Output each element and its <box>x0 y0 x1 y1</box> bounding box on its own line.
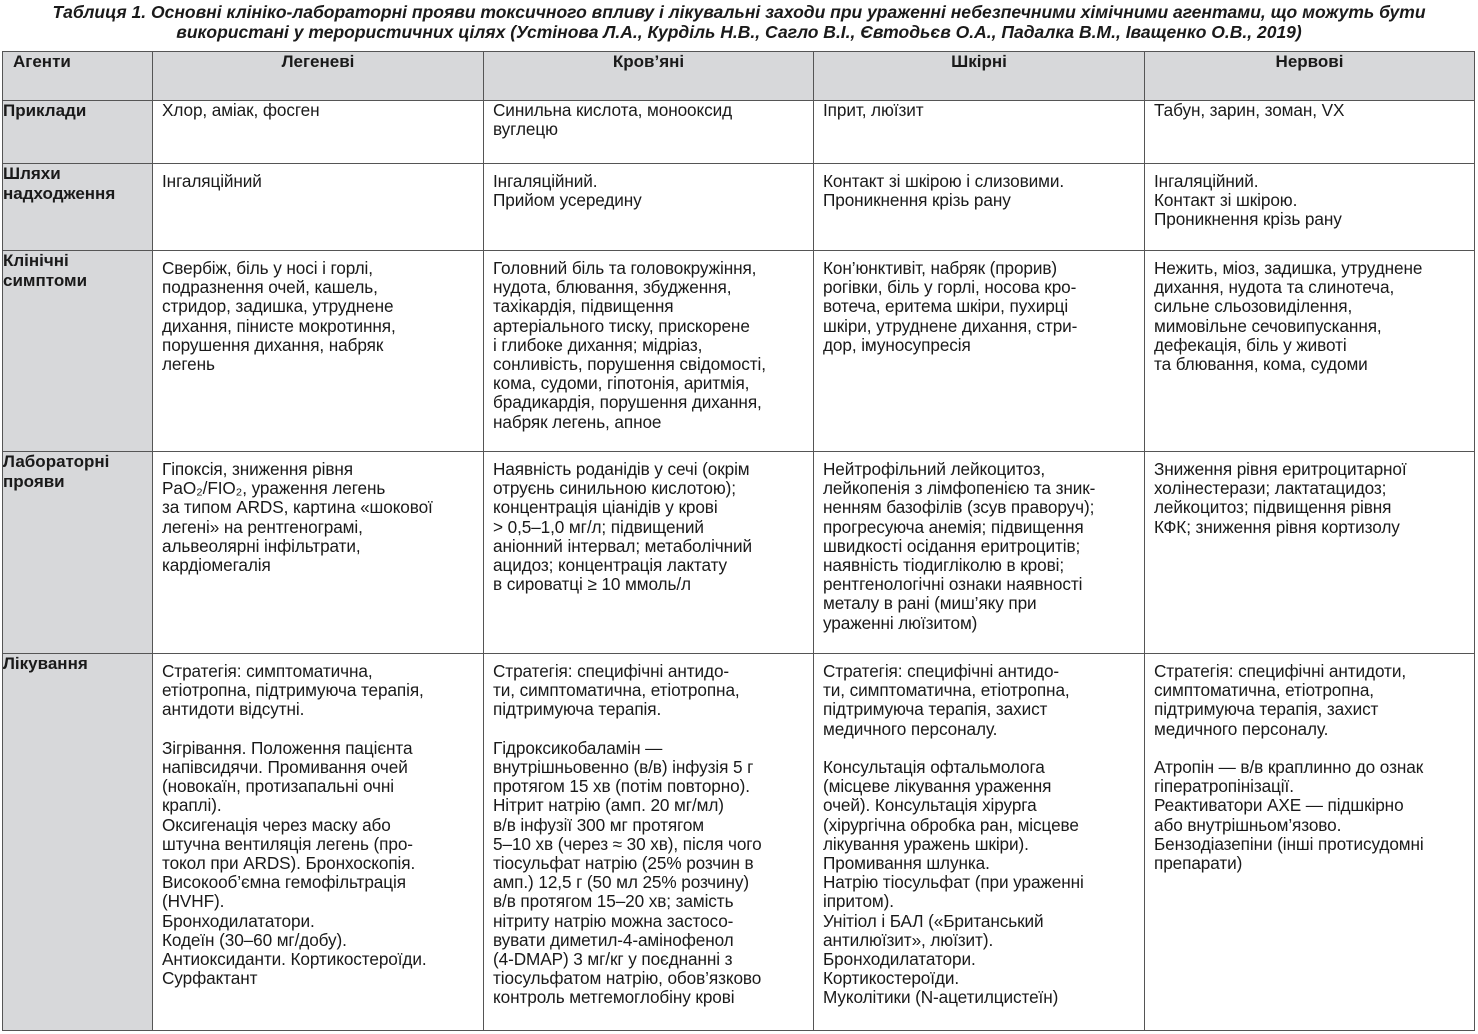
header-skin: Шкірні <box>814 52 1145 101</box>
table-cell: Стратегія: специфічні антидо- ти, симптоматична, етіотропна, підтримуюча терапія. Гідроксикобаламін — внутрішньовенно (в/в) інфузія 5 г протягом 15 хв (потім повторно). Нітрит натрію (амп. 20 мг/мл) в/в інфузії 300 мг протягом 5–10 хв (через ≈ 30 хв), після чого тіосульфат натрію (25% розчин в амп.) 12,5 г (50 мл 25% розчину) в/в протягом 15–20 хв; замість нітриту натрію можна застосо- вувати диметил-4-амінофенол (4-DMAP) 3 мг/кг у поєднанні з тіосульфатом натрію, обов’язково контроль метгемоглобіну крові <box>484 654 814 1031</box>
table-cell: Нейтрофільний лейкоцитоз, лейкопенія з лімфопенією та зник- ненням базофілів (зсув праворуч); прогресуюча анемія; підвищення швидкості осідання еритроцитів; наявність тіодигліколю в крові; рентгенологічні ознаки наявності металу в рані (миш’яку при ураженні люїзитом) <box>814 452 1145 654</box>
table-cell: Іприт, люїзит <box>814 101 1145 164</box>
table-cell: Кон’юнктивіт, набряк (прорив) рогівки, біль у горлі, носова кро- вотеча, еритема шкіри, пухирці шкіри, утруднене дихання, стри- дор, імуносупресія <box>814 251 1145 452</box>
table-cell: Інгаляційний <box>153 164 484 251</box>
table-cell: Табун, зарин, зоман, VX <box>1145 101 1475 164</box>
table-cell: Зниження рівня еритроцитарної холінестерази; лактатацидоз; лейкоцитоз; підвищення рівня КФК; зниження рівня кортизолу <box>1145 452 1475 654</box>
header-blood: Кров’яні <box>484 52 814 101</box>
header-agents: Агенти <box>3 52 153 101</box>
table-cell: Головний біль та головокружіння, нудота, блювання, збудження, тахікардія, підвищення артеріального тиску, прискорене і глибоке дихання; мідріаз, сонливість, порушення свідомості, кома, судоми, гіпотонія, аритмія, брадикардія, порушення дихання, набряк легень, апное <box>484 251 814 452</box>
table-row-examples <box>3 101 1475 164</box>
caption-line-2: використані у терористичних цілях (Устінова Л.А., Курділь Н.В., Сагло В.І., Євтодьєв О.А., Падалка В.М., Іващенко О.В., 2019) <box>176 22 1302 42</box>
table-cell: Стратегія: специфічні антидоти, симптоматична, етіотропна, підтримуюча терапія, захист медичного персоналу. Атропін — в/в краплинно до ознак гіператропінізації. Реактиватори АХЕ — підшкірно або внутрішньом’язово. Бензодіазепіни (інші протисудомні препарати) <box>1145 654 1475 1031</box>
row-label: Приклади <box>3 101 153 164</box>
row-label: Шляхи надходження <box>3 164 153 251</box>
table-row-symptoms <box>3 251 1475 452</box>
table-cell: Стратегія: специфічні антидо- ти, симптоматична, етіотропна, підтримуюча терапія, захист медичного персоналу. Консультація офтальмолога (місцеве лікування ураження очей). Консультація хірурга (хірургічна обробка ран, місцеве лікування уражень шкіри). Промивання шлунка. Натрію тіосульфат (при ураженні іпритом). Унітіол і БАЛ («Британський антилюїзит», люїзит). Бронходилататори. Кортикостероїди. Муколітики (N-ацетилцистеїн) <box>814 654 1145 1031</box>
header-pulmonary: Легеневі <box>153 52 484 101</box>
header-row <box>3 52 1475 101</box>
table-cell: Інгаляційний. Прийом усередину <box>484 164 814 251</box>
table-row-lab <box>3 452 1475 654</box>
table-caption <box>0 2 1478 42</box>
table-cell: Контакт зі шкірою і слизовими. Проникнення крізь рану <box>814 164 1145 251</box>
table-row-routes <box>3 164 1475 251</box>
row-label: Лабораторні прояви <box>3 452 153 654</box>
table-cell: Синильна кислота, монооксид вуглецю <box>484 101 814 164</box>
row-label: Клінічні симптоми <box>3 251 153 452</box>
row-label: Лікування <box>3 654 153 1031</box>
table-cell: Хлор, аміак, фосген <box>153 101 484 164</box>
table-cell: Наявність роданідів у сечі (окрім отруєнь синильною кислотою); концентрація ціанідів у крові > 0,5–1,0 мг/л; підвищений аніонний інтервал; метаболічний ацидоз; концентрація лактату в сироватці ≥ 10 ммоль/л <box>484 452 814 654</box>
table-cell: Свербіж, біль у носі і горлі, подразнення очей, кашель, стридор, задишка, утруднене дихання, пінисте мокротиння, порушення дихання, набряк легень <box>153 251 484 452</box>
table-row-treatment <box>3 654 1475 1031</box>
caption-line-1: Таблиця 1. Основні клініко-лабораторні прояви токсичного впливу і лікувальні заходи при ураженні небезпечними хімічними агентами, що можуть бути <box>52 2 1426 22</box>
agents-table <box>2 51 1475 1031</box>
table-cell: Інгаляційний. Контакт зі шкірою. Проникнення крізь рану <box>1145 164 1475 251</box>
header-nerve: Нервові <box>1145 52 1475 101</box>
table-cell: Нежить, міоз, задишка, утруднене дихання, нудота та слинотеча, сильне сльозовиділення, мимовільне сечовипускання, дефекація, біль у животі та блювання, кома, судоми <box>1145 251 1475 452</box>
table-cell: Стратегія: симптоматична, етіотропна, підтримуюча терапія, антидоти відсутні. Зігрівання. Положення пацієнта напівсидячи. Промивання очей (новокаїн, протизапальні очні краплі). Оксигенація через маску або штучна вентиляція легень (про- токол при ARDS). Бронхоскопія. Високооб’ємна гемофільтрація (HVHF). Бронходилататори. Кодеїн (30–60 мг/добу). Антиоксиданти. Кортикостероїди. Сурфактант <box>153 654 484 1031</box>
table-cell: Гіпоксія, зниження рівня PaO₂/FIO₂, ураження легень за типом ARDS, картина «шокової легені» на рентгенограмі, альвеолярні інфільтрати, кардіомегалія <box>153 452 484 654</box>
